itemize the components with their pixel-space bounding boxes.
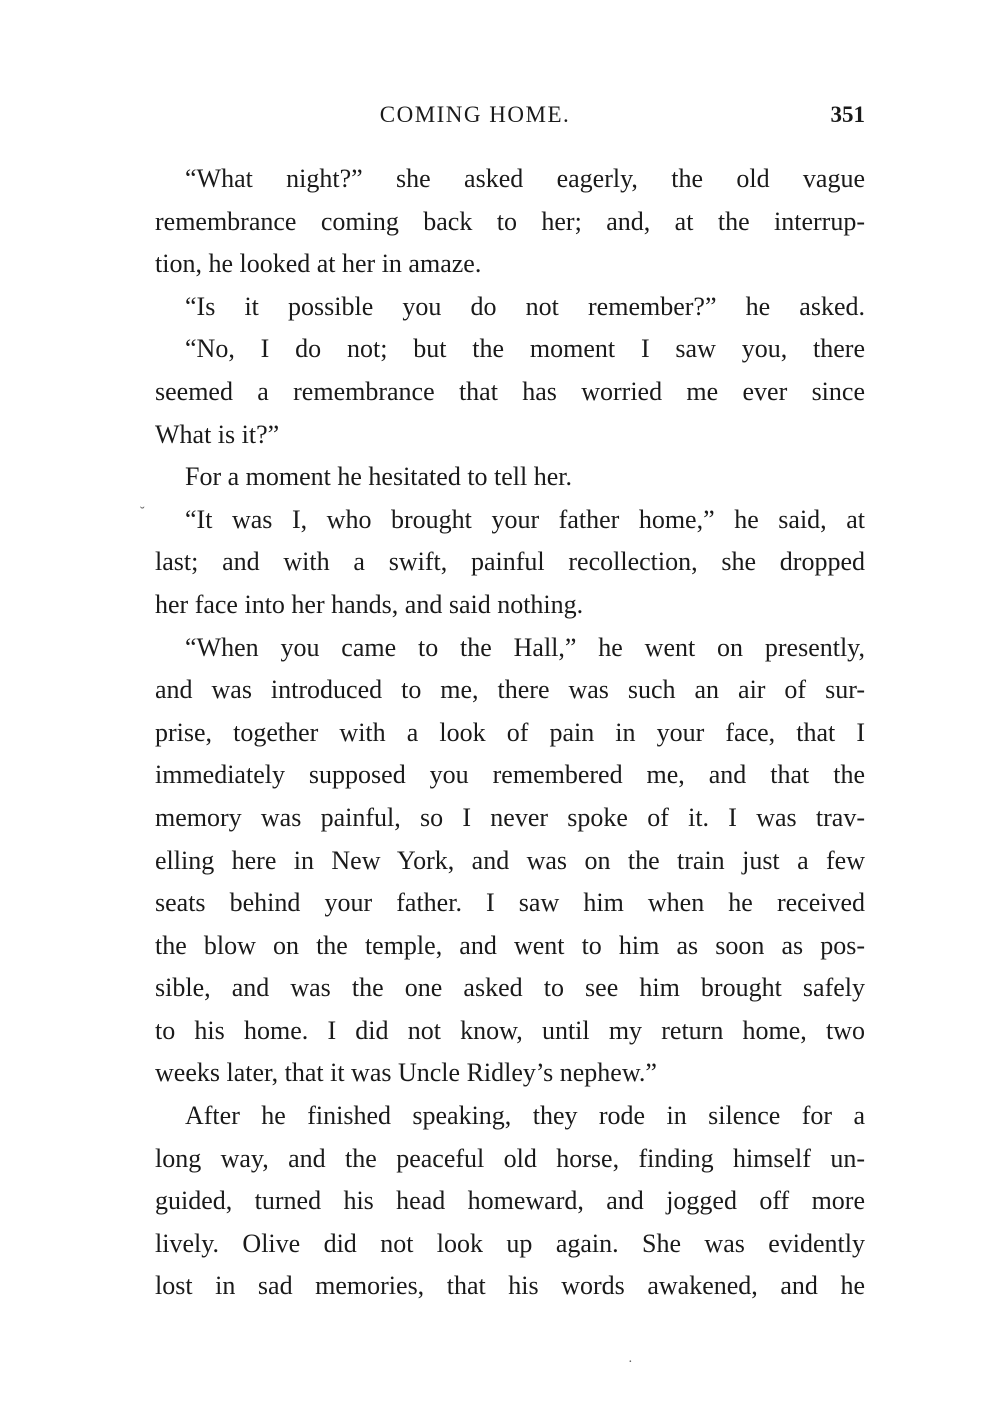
text-line: seemed a remembrance that has worried me ever since <box>155 376 865 406</box>
page-number: 351 <box>830 102 865 127</box>
text-line: elling here in New York, and was on the train just a few <box>155 845 865 875</box>
text-line: memory was painful, so I never spoke of it. I was trav- <box>155 802 865 832</box>
text-line: the blow on the temple, and went to him as soon as pos- <box>155 930 865 960</box>
text-line: “What night?” she asked eagerly, the old vague <box>185 164 865 193</box>
text-line: “Is it possible you do not remember?” he asked. <box>185 291 865 321</box>
stray-mark: · <box>628 1355 633 1370</box>
body-text <box>155 158 865 1308</box>
text-line: and was introduced to me, there was such an air of sur- <box>155 675 865 705</box>
text-line: guided, turned his head homeward, and jogged off more <box>155 1186 865 1216</box>
stray-mark: ˘ <box>140 505 145 520</box>
text-line: tion, he looked at her in amaze. <box>155 249 482 279</box>
text-line: lost in sad memories, that his words awakened, and he <box>155 1271 865 1301</box>
running-title: COMING HOME. <box>379 102 571 127</box>
text-line: seats behind your father. I saw him when he received <box>155 888 865 918</box>
text-line: “When you came to the Hall,” he went on presently, <box>185 632 865 662</box>
text-line: long way, and the peaceful old horse, finding himself un- <box>155 1143 865 1173</box>
text-line: “No, I do not; but the moment I saw you, there <box>185 334 865 364</box>
text-line: What is it?” <box>155 419 280 449</box>
text-line: last; and with a swift, painful recollection, she dropped <box>155 547 865 577</box>
text-line: to his home. I did not know, until my return home, two <box>155 1015 865 1045</box>
text-line: prise, together with a look of pain in your face, that I <box>155 717 865 747</box>
text-line: For a moment he hesitated to tell her. <box>185 462 573 492</box>
text-line: remembrance coming back to her; and, at the interrup- <box>155 206 865 236</box>
text-line: immediately supposed you remembered me, and that the <box>155 760 865 790</box>
text-line: her face into her hands, and said nothing. <box>155 589 584 619</box>
text-line: After he finished speaking, they rode in silence for a <box>185 1101 865 1131</box>
text-line: weeks later, that it was Uncle Ridley’s nephew.” <box>155 1058 657 1088</box>
text-line: lively. Olive did not look up again. She was evidently <box>155 1228 865 1258</box>
text-line: sible, and was the one asked to see him brought safely <box>155 973 865 1003</box>
text-line: “It was I, who brought your father home,” he said, at <box>185 504 865 534</box>
running-head <box>155 98 865 134</box>
